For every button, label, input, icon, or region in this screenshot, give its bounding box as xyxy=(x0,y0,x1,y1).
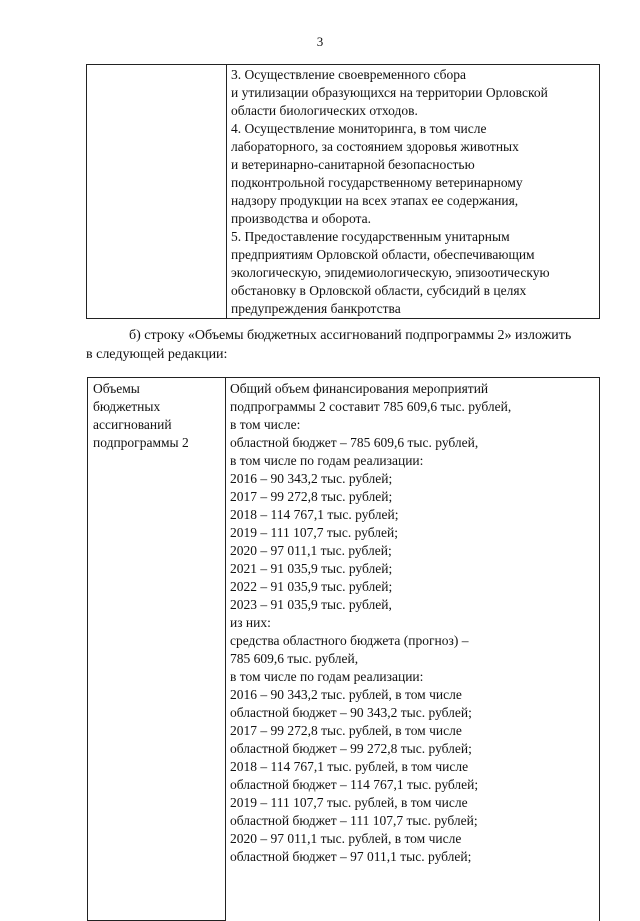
label-line: бюджетных xyxy=(93,399,161,414)
text-line: предупреждения банкротства xyxy=(231,301,401,316)
text-line: Общий объем финансирования мероприятий xyxy=(230,381,489,396)
text-line: 785 609,6 тыс. рублей, xyxy=(230,651,359,666)
text-line: надзору продукции на всех этапах ее содержания, xyxy=(231,193,519,208)
text-line: 2017 – 99 272,8 тыс. рублей, в том числе xyxy=(230,723,462,738)
text-line: лабораторного, за состоянием здоровья животных xyxy=(231,139,519,154)
label-line: подпрограммы 2 xyxy=(93,435,189,450)
text-line: 5. Предоставление государственным унитарным xyxy=(231,229,510,244)
text-line: 3. Осуществление своевременного сбора xyxy=(231,67,467,82)
text-line: и ветеринарно-санитарной безопасностью xyxy=(231,157,475,172)
text-line: 2019 – 111 107,7 тыс. рублей, в том числе xyxy=(230,795,468,810)
text-line: 2018 – 114 767,1 тыс. рублей; xyxy=(230,507,399,522)
text-line: обстановку в Орловской области, субсидий в целях xyxy=(231,283,527,298)
table-row xyxy=(88,378,600,921)
text-line: областной бюджет – 785 609,6 тыс. рублей, xyxy=(230,435,479,450)
table-row xyxy=(87,65,600,319)
text-line: 2020 – 97 011,1 тыс. рублей; xyxy=(230,543,392,558)
text-line: подпрограммы 2 составит 785 609,6 тыс. рублей, xyxy=(230,399,512,414)
budget-label-cell xyxy=(88,378,226,921)
text-line: в том числе по годам реализации: xyxy=(230,669,424,684)
text-line: 2021 – 91 035,9 тыс. рублей; xyxy=(230,561,393,576)
text-line: 4. Осуществление мониторинга, в том числе xyxy=(231,121,487,136)
text-line: областной бюджет – 97 011,1 тыс. рублей; xyxy=(230,849,472,864)
text-line: и утилизации образующихся на территории Орловской xyxy=(231,85,548,100)
text-line: областной бюджет – 111 107,7 тыс. рублей; xyxy=(230,813,478,828)
text-line: областной бюджет – 99 272,8 тыс. рублей; xyxy=(230,741,472,756)
paragraph-line: б) строку «Объемы бюджетных ассигнований подпрограммы 2» изложить xyxy=(129,328,572,343)
text-line: в том числе: xyxy=(230,417,301,432)
text-line: предприятиям Орловской области, обеспечивающим xyxy=(231,247,535,262)
text-line: областной бюджет – 90 343,2 тыс. рублей; xyxy=(230,705,472,720)
text-line: 2016 – 90 343,2 тыс. рублей, в том числе xyxy=(230,687,462,702)
label-line: Объемы xyxy=(93,381,140,396)
text-line: 2020 – 97 011,1 тыс. рублей, в том числе xyxy=(230,831,462,846)
text-line: подконтрольной государственному ветеринарному xyxy=(231,175,523,190)
text-line: 2018 – 114 767,1 тыс. рублей, в том числе xyxy=(230,759,469,774)
measures-table xyxy=(86,64,600,319)
paragraph-line: в следующей редакции: xyxy=(86,347,228,362)
text-line: областной бюджет – 114 767,1 тыс. рублей; xyxy=(230,777,479,792)
budget-table xyxy=(87,377,600,921)
text-line: в том числе по годам реализации: xyxy=(230,453,424,468)
text-line: 2017 – 99 272,8 тыс. рублей; xyxy=(230,489,393,504)
text-line: 2016 – 90 343,2 тыс. рублей; xyxy=(230,471,393,486)
text-line: 2023 – 91 035,9 тыс. рублей, xyxy=(230,597,392,612)
label-line: ассигнований xyxy=(93,417,172,432)
text-line: производства и оборота. xyxy=(231,211,371,226)
empty-label-cell xyxy=(87,65,227,319)
text-line: 2022 – 91 035,9 тыс. рублей; xyxy=(230,579,393,594)
text-line: средства областного бюджета (прогноз) – xyxy=(230,633,469,648)
measures-cell xyxy=(227,65,600,319)
budget-value-cell xyxy=(226,378,600,921)
page-number: 3 xyxy=(316,34,324,49)
text-line: экологическую, эпидемиологическую, эпизоотическую xyxy=(231,265,550,280)
text-line: области биологических отходов. xyxy=(231,103,418,118)
text-line: из них: xyxy=(230,615,271,630)
text-line: 2019 – 111 107,7 тыс. рублей; xyxy=(230,525,398,540)
